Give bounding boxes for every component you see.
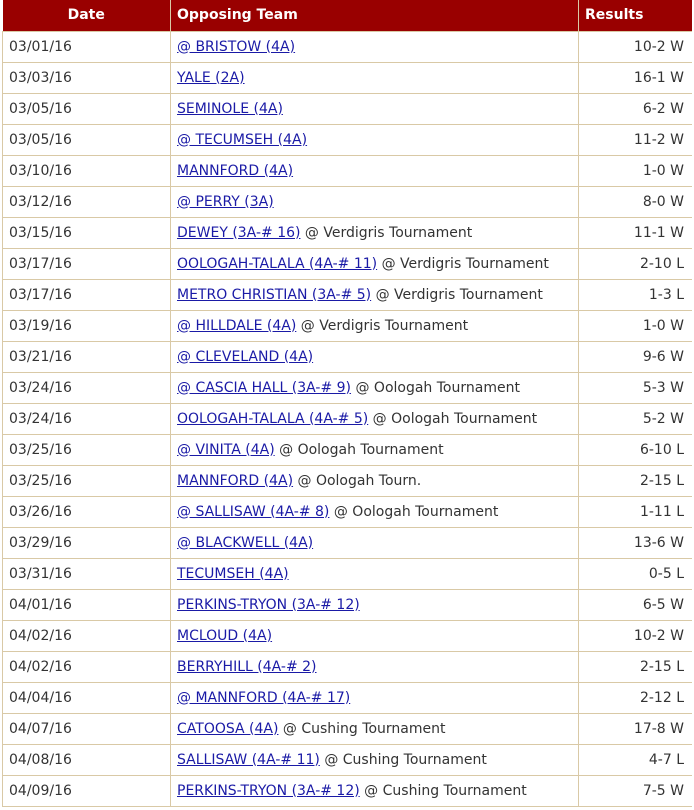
opponent-link[interactable]: @ MANNFORD (4A-# 17) xyxy=(177,689,351,706)
opponent-link[interactable]: BERRYHILL (4A-# 2) xyxy=(177,658,317,675)
game-result: 17-8 W xyxy=(579,713,693,744)
game-date: 03/05/16 xyxy=(3,124,171,155)
game-result: 1-3 L xyxy=(579,279,693,310)
table-row xyxy=(3,372,693,403)
game-date: 03/24/16 xyxy=(3,403,171,434)
table-row xyxy=(3,744,693,775)
opponent-link[interactable]: OOLOGAH-TALALA (4A-# 11) xyxy=(177,255,378,272)
game-result: 2-10 L xyxy=(579,248,693,279)
tournament-note: @ Oologah Tournament xyxy=(279,441,444,458)
opponent-link[interactable]: DEWEY (3A-# 16) xyxy=(177,224,301,241)
opponent-link[interactable]: @ PERRY (3A) xyxy=(177,193,274,210)
table-header xyxy=(3,0,693,31)
table-row xyxy=(3,527,693,558)
table-row xyxy=(3,775,693,806)
game-date: 03/12/16 xyxy=(3,186,171,217)
game-date: 03/15/16 xyxy=(3,217,171,248)
opponent-link[interactable]: @ CASCIA HALL (3A-# 9) xyxy=(177,379,352,396)
opponent-cell xyxy=(171,496,579,527)
game-date: 03/05/16 xyxy=(3,93,171,124)
game-result: 5-2 W xyxy=(579,403,693,434)
game-result: 1-11 L xyxy=(579,496,693,527)
game-result: 10-2 W xyxy=(579,620,693,651)
opponent-link[interactable]: PERKINS-TRYON (3A-# 12) xyxy=(177,596,360,613)
game-result: 1-0 W xyxy=(579,310,693,341)
table-body xyxy=(3,31,693,806)
table-row xyxy=(3,155,693,186)
game-result: 11-1 W xyxy=(579,217,693,248)
opponent-cell xyxy=(171,527,579,558)
game-result: 13-6 W xyxy=(579,527,693,558)
game-result: 11-2 W xyxy=(579,124,693,155)
table-row xyxy=(3,682,693,713)
game-date: 04/02/16 xyxy=(3,620,171,651)
schedule-container xyxy=(2,0,692,810)
table-row xyxy=(3,341,693,372)
game-date: 03/03/16 xyxy=(3,62,171,93)
opponent-link[interactable]: TECUMSEH (4A) xyxy=(177,565,289,582)
game-date: 03/29/16 xyxy=(3,527,171,558)
schedule-table xyxy=(2,0,692,807)
opponent-link[interactable]: @ BLACKWELL (4A) xyxy=(177,534,314,551)
opponent-link[interactable]: @ SALLISAW (4A-# 8) xyxy=(177,503,330,520)
opponent-link[interactable]: METRO CHRISTIAN (3A-# 5) xyxy=(177,286,372,303)
table-row xyxy=(3,186,693,217)
game-date: 03/19/16 xyxy=(3,310,171,341)
game-result: 6-5 W xyxy=(579,589,693,620)
table-row xyxy=(3,465,693,496)
game-date: 03/26/16 xyxy=(3,496,171,527)
game-date: 04/08/16 xyxy=(3,744,171,775)
opponent-cell xyxy=(171,589,579,620)
game-result: 4-7 L xyxy=(579,744,693,775)
game-date: 03/01/16 xyxy=(3,31,171,62)
opponent-link[interactable]: SEMINOLE (4A) xyxy=(177,100,283,117)
game-date: 03/10/16 xyxy=(3,155,171,186)
game-result: 2-15 L xyxy=(579,465,693,496)
game-date: 04/02/16 xyxy=(3,651,171,682)
table-row xyxy=(3,496,693,527)
game-result: 5-3 W xyxy=(579,372,693,403)
game-result: 7-5 W xyxy=(579,775,693,806)
table-row xyxy=(3,310,693,341)
opponent-cell xyxy=(171,403,579,434)
game-date: 03/17/16 xyxy=(3,248,171,279)
tournament-note: @ Oologah Tournament xyxy=(372,410,538,427)
opponent-cell xyxy=(171,124,579,155)
tournament-note: @ Cushing Tournament xyxy=(364,782,527,799)
table-row xyxy=(3,93,693,124)
game-date: 03/17/16 xyxy=(3,279,171,310)
opponent-cell xyxy=(171,186,579,217)
opponent-cell xyxy=(171,744,579,775)
opponent-link[interactable]: @ VINITA (4A) xyxy=(177,441,275,458)
tournament-note: @ Cushing Tournament xyxy=(324,751,487,768)
game-date: 04/01/16 xyxy=(3,589,171,620)
opponent-cell xyxy=(171,558,579,589)
table-row xyxy=(3,217,693,248)
header-opposing-team[interactable]: Opposing Team xyxy=(171,0,579,31)
opponent-cell xyxy=(171,341,579,372)
opponent-link[interactable]: @ CLEVELAND (4A) xyxy=(177,348,314,365)
header-date[interactable]: Date xyxy=(3,0,171,31)
table-row xyxy=(3,434,693,465)
opponent-link[interactable]: MANNFORD (4A) xyxy=(177,472,294,489)
game-result: 8-0 W xyxy=(579,186,693,217)
opponent-cell xyxy=(171,651,579,682)
game-date: 03/25/16 xyxy=(3,434,171,465)
opponent-cell xyxy=(171,620,579,651)
opponent-link[interactable]: PERKINS-TRYON (3A-# 12) xyxy=(177,782,360,799)
tournament-note: @ Cushing Tournament xyxy=(282,720,446,737)
opponent-cell xyxy=(171,434,579,465)
tournament-note: @ Oologah Tournament xyxy=(355,379,520,396)
table-row xyxy=(3,124,693,155)
opponent-link[interactable]: YALE (2A) xyxy=(177,69,245,86)
table-row xyxy=(3,279,693,310)
opponent-cell xyxy=(171,31,579,62)
tournament-note: @ Verdigris Tournament xyxy=(304,224,473,241)
game-result: 6-10 L xyxy=(579,434,693,465)
opponent-cell xyxy=(171,155,579,186)
table-row xyxy=(3,558,693,589)
game-date: 03/25/16 xyxy=(3,465,171,496)
opponent-link[interactable]: @ TECUMSEH (4A) xyxy=(177,131,308,148)
game-result: 0-5 L xyxy=(579,558,693,589)
opponent-cell xyxy=(171,248,579,279)
tournament-note: @ Verdigris Tournament xyxy=(381,255,549,272)
opponent-cell xyxy=(171,713,579,744)
tournament-note: @ Oologah Tourn. xyxy=(297,472,422,489)
table-row xyxy=(3,589,693,620)
table-row xyxy=(3,620,693,651)
tournament-note: @ Verdigris Tournament xyxy=(375,286,543,303)
opponent-cell xyxy=(171,279,579,310)
opponent-link[interactable]: CATOOSA (4A) xyxy=(177,720,279,737)
game-date: 04/04/16 xyxy=(3,682,171,713)
opponent-link[interactable]: OOLOGAH-TALALA (4A-# 5) xyxy=(177,410,369,427)
opponent-cell xyxy=(171,93,579,124)
opponent-link[interactable]: @ BRISTOW (4A) xyxy=(177,38,296,55)
opponent-cell xyxy=(171,217,579,248)
opponent-cell xyxy=(171,682,579,713)
table-row xyxy=(3,651,693,682)
opponent-link[interactable]: MANNFORD (4A) xyxy=(177,162,294,179)
tournament-note: @ Oologah Tournament xyxy=(333,503,499,520)
table-row xyxy=(3,713,693,744)
game-result: 16-1 W xyxy=(579,62,693,93)
opponent-cell xyxy=(171,372,579,403)
opponent-link[interactable]: MCLOUD (4A) xyxy=(177,627,273,644)
opponent-cell xyxy=(171,775,579,806)
table-row xyxy=(3,248,693,279)
tournament-note: @ Verdigris Tournament xyxy=(300,317,469,334)
table-row xyxy=(3,31,693,62)
game-result: 10-2 W xyxy=(579,31,693,62)
game-date: 04/09/16 xyxy=(3,775,171,806)
opponent-link[interactable]: SALLISAW (4A-# 11) xyxy=(177,751,320,768)
game-result: 2-12 L xyxy=(579,682,693,713)
game-result: 6-2 W xyxy=(579,93,693,124)
game-date: 03/21/16 xyxy=(3,341,171,372)
game-date: 03/24/16 xyxy=(3,372,171,403)
table-row xyxy=(3,62,693,93)
game-date: 04/07/16 xyxy=(3,713,171,744)
opponent-link[interactable]: @ HILLDALE (4A) xyxy=(177,317,297,334)
game-result: 2-15 L xyxy=(579,651,693,682)
opponent-cell xyxy=(171,310,579,341)
table-row xyxy=(3,403,693,434)
header-results[interactable]: Results xyxy=(579,0,693,31)
game-result: 9-6 W xyxy=(579,341,693,372)
opponent-cell xyxy=(171,465,579,496)
header-row xyxy=(3,0,693,31)
game-date: 03/31/16 xyxy=(3,558,171,589)
opponent-cell xyxy=(171,62,579,93)
game-result: 1-0 W xyxy=(579,155,693,186)
